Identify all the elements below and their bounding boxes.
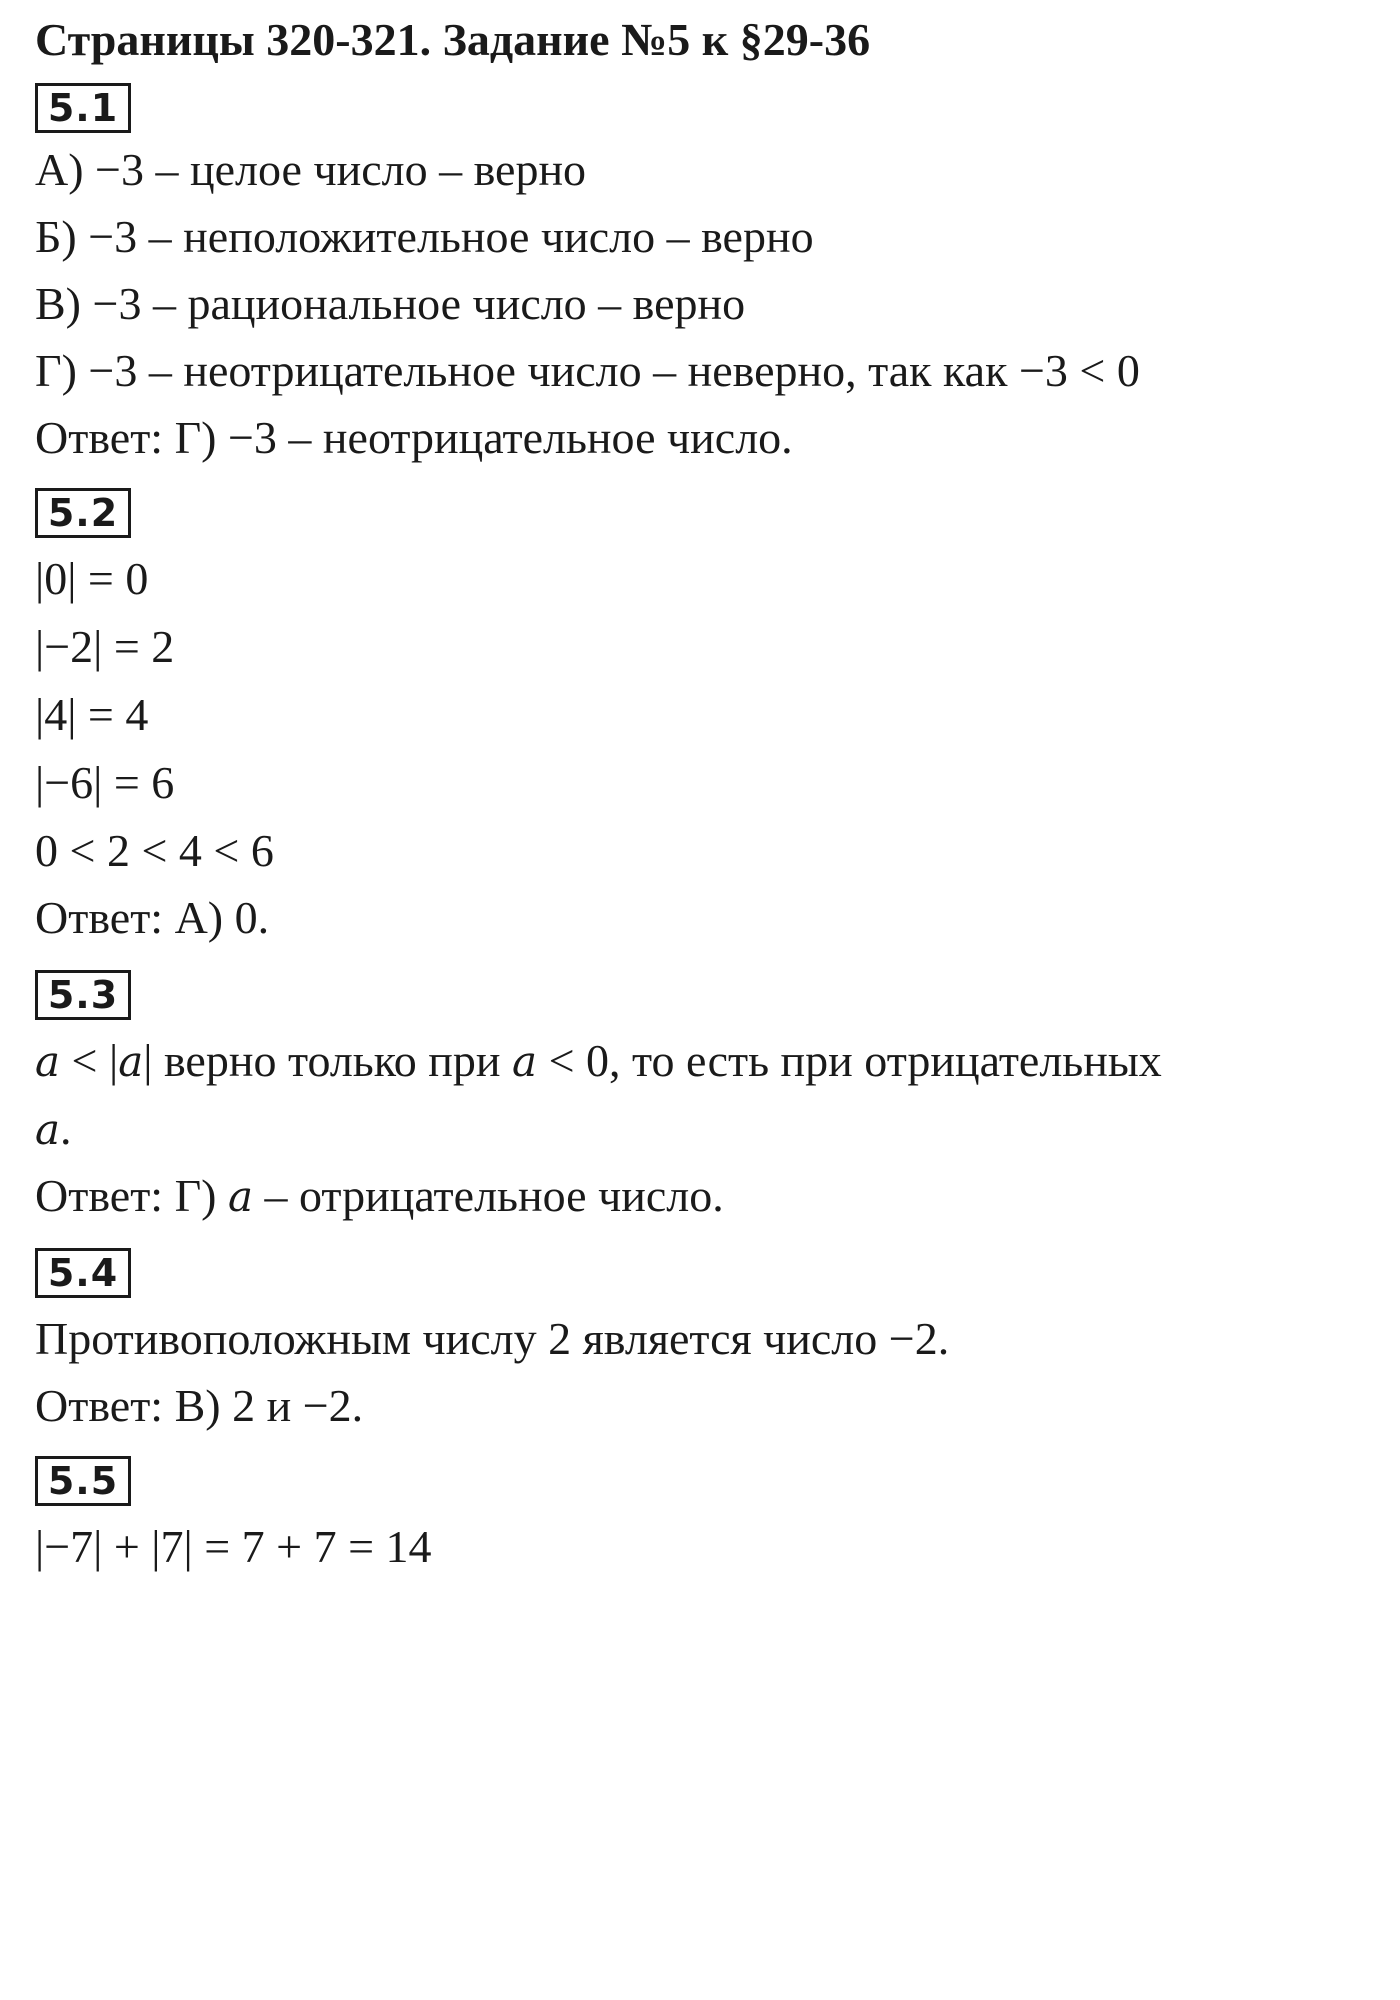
- task-5-3-line-1: [35, 1031, 1162, 1092]
- task-5-3-answer: [35, 1166, 724, 1227]
- task-5-1-line-b: Б) −3 – неположительное число – верно: [35, 211, 814, 262]
- task-5-4-answer: Ответ: В) 2 и −2.: [35, 1380, 364, 1431]
- task-5-1-line-v: В) −3 – рациональное число – верно: [35, 278, 746, 329]
- task-5-1-line-g: Г) −3 – неотрицательное число – неверно, так как −3 < 0: [35, 345, 1140, 396]
- task-5-2-line-5: 0 < 2 < 4 < 6: [35, 825, 274, 876]
- task-label-5-3: 5.3: [35, 970, 131, 1020]
- task-5-2-answer: Ответ: А) 0.: [35, 892, 270, 943]
- task-5-2-line-2: |−2| = 2: [35, 621, 175, 672]
- variable-a: a: [227, 1172, 254, 1221]
- task-5-3-line-2: [35, 1099, 72, 1160]
- text-fragment: .: [60, 1103, 72, 1154]
- task-5-4-line-1: Противоположным числу 2 является число −2.: [35, 1313, 950, 1364]
- variable-a: a: [118, 1037, 144, 1086]
- variable-a: a: [35, 1037, 61, 1086]
- variable-a: a: [512, 1037, 538, 1086]
- task-label-5-5: 5.5: [35, 1456, 131, 1506]
- task-5-2-line-4: |−6| = 6: [35, 757, 175, 808]
- task-label-5-1: 5.1: [35, 83, 131, 133]
- task-label-5-4: 5.4: [35, 1248, 131, 1298]
- task-5-5-line-1: |−7| + |7| = 7 + 7 = 14: [35, 1521, 432, 1572]
- task-5-1-answer: Ответ: Г) −3 – неотрицательное число.: [35, 412, 793, 463]
- text-fragment: < 0, то есть при отрицательных: [537, 1035, 1162, 1086]
- variable-a: a: [35, 1105, 61, 1154]
- task-label-5-2: 5.2: [35, 488, 131, 538]
- text-fragment: – отрицательное число.: [253, 1170, 724, 1221]
- text-fragment: Ответ: Г): [35, 1170, 228, 1221]
- task-5-1-line-a: А) −3 – целое число – верно: [35, 144, 587, 195]
- page-title: Страницы 320-321. Задание №5 к §29-36: [35, 14, 871, 65]
- task-5-2-line-3: |4| = 4: [35, 689, 149, 740]
- text-fragment: | верно только при: [143, 1035, 513, 1086]
- text-fragment: < |: [60, 1035, 119, 1086]
- task-5-2-line-1: |0| = 0: [35, 553, 149, 604]
